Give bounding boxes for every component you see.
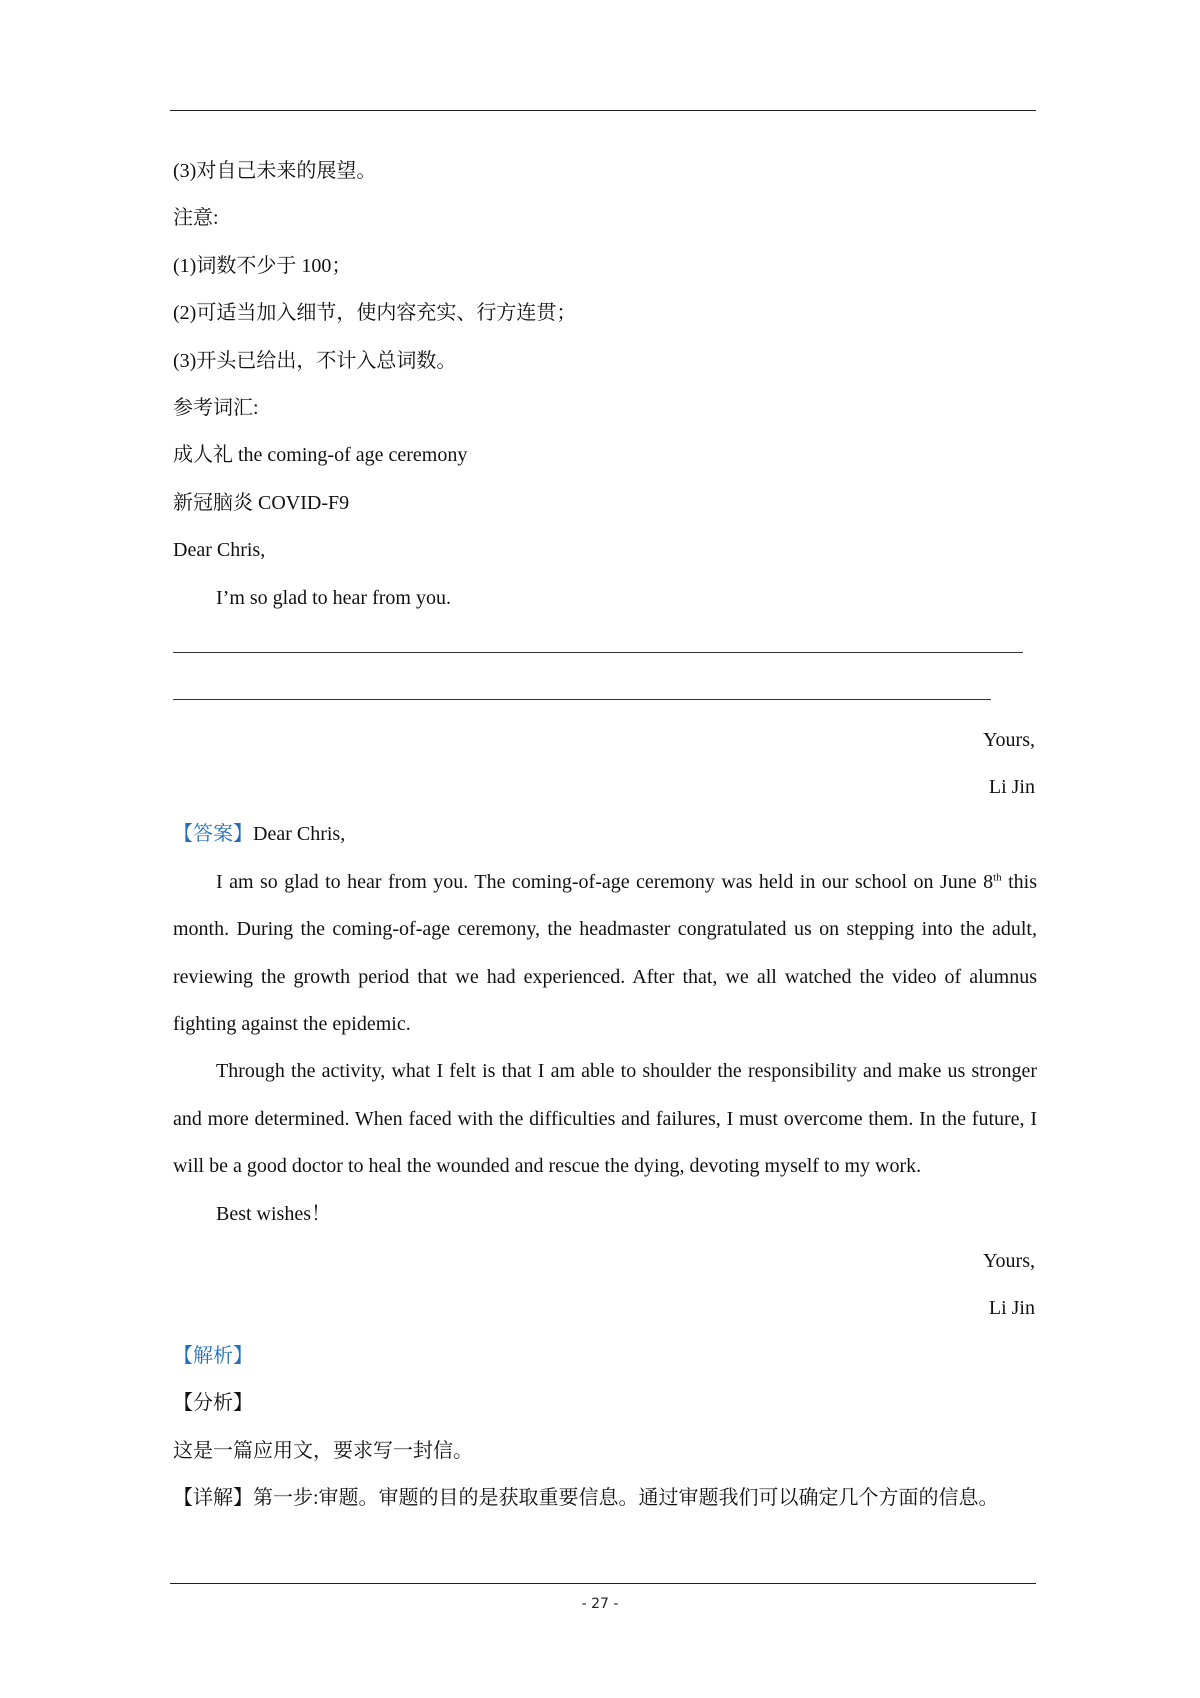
blank-underline — [173, 699, 991, 700]
note-2: (2)可适当加入细节，使内容充实、行方连贯； — [173, 302, 577, 325]
answer-para1-text: I am so glad to hear from you. The coming-of-age ceremony was held in our school on June 8 — [216, 870, 994, 893]
prompt-closing: Yours, — [983, 728, 1035, 751]
answer-tag: 【答案】 — [173, 823, 253, 846]
analysis-subheader: 【分析】 — [173, 1392, 253, 1415]
answer-paragraph-1 — [173, 859, 1037, 1049]
answer-closing: Yours, — [983, 1250, 1035, 1273]
page-number: - 27 - — [581, 1596, 619, 1612]
requirement-item-3: (3)对自己未来的展望。 — [173, 160, 377, 182]
analysis-header — [173, 1333, 1037, 1380]
analysis-tag: 【解析】 — [173, 1344, 253, 1367]
vocab-item-2: 新冠脑炎 COVID-F9 — [173, 491, 350, 514]
footer-rule — [170, 1583, 1036, 1584]
analysis-detail — [173, 1475, 1037, 1522]
blank-underline — [173, 652, 1023, 653]
answer-greeting: Dear Chris, — [253, 823, 346, 846]
answer-blank-line-1 — [173, 622, 1037, 669]
note-1: (1)词数不少于 100； — [173, 254, 352, 277]
note-3: (3)开头已给出，不计入总词数。 — [173, 349, 457, 372]
prompt-signature: Li Jin — [988, 776, 1035, 799]
page-body — [173, 148, 1037, 1522]
answer-paragraph-2: Through the activity, what I felt is that I am able to shoulder the responsibility and make us stronger and more determined. When faced with the difficulties and failures, I must overcome them. In the future, I will be a good doctor to heal the wounded and rescue the dying, devoting myself to my work. — [173, 1060, 1037, 1178]
answer-wishes: Best wishes！ — [216, 1202, 331, 1225]
answer-para1-text-cont: this month. During the coming-of-age ceremony, the headmaster congratulated us on stepping into the adult, reviewing the growth period that we had experienced. After that, we all watched the video of alumnus fighting against the epidemic. — [173, 870, 1037, 1036]
answer-blank-line-2 — [173, 669, 1037, 716]
prompt-greeting: Dear Chris, — [173, 539, 266, 562]
answer-signature: Li Jin — [988, 1297, 1035, 1320]
ordinal-suffix: th — [993, 871, 1002, 884]
detail-tag: 【详解】 — [173, 1487, 253, 1510]
prompt-opening: I’m so glad to hear from you. — [216, 586, 451, 609]
notes-label: 注意: — [173, 207, 219, 230]
answer-header — [173, 811, 1037, 858]
analysis-summary: 这是一篇应用文，要求写一封信。 — [173, 1439, 473, 1462]
vocab-item-1: 成人礼 the coming-of age ceremony — [173, 444, 468, 467]
detail-text: 第一步:审题。审题的目的是获取重要信息。通过审题我们可以确定几个方面的信息。 — [253, 1487, 999, 1510]
header-rule — [170, 110, 1036, 111]
vocab-label: 参考词汇: — [173, 396, 259, 419]
